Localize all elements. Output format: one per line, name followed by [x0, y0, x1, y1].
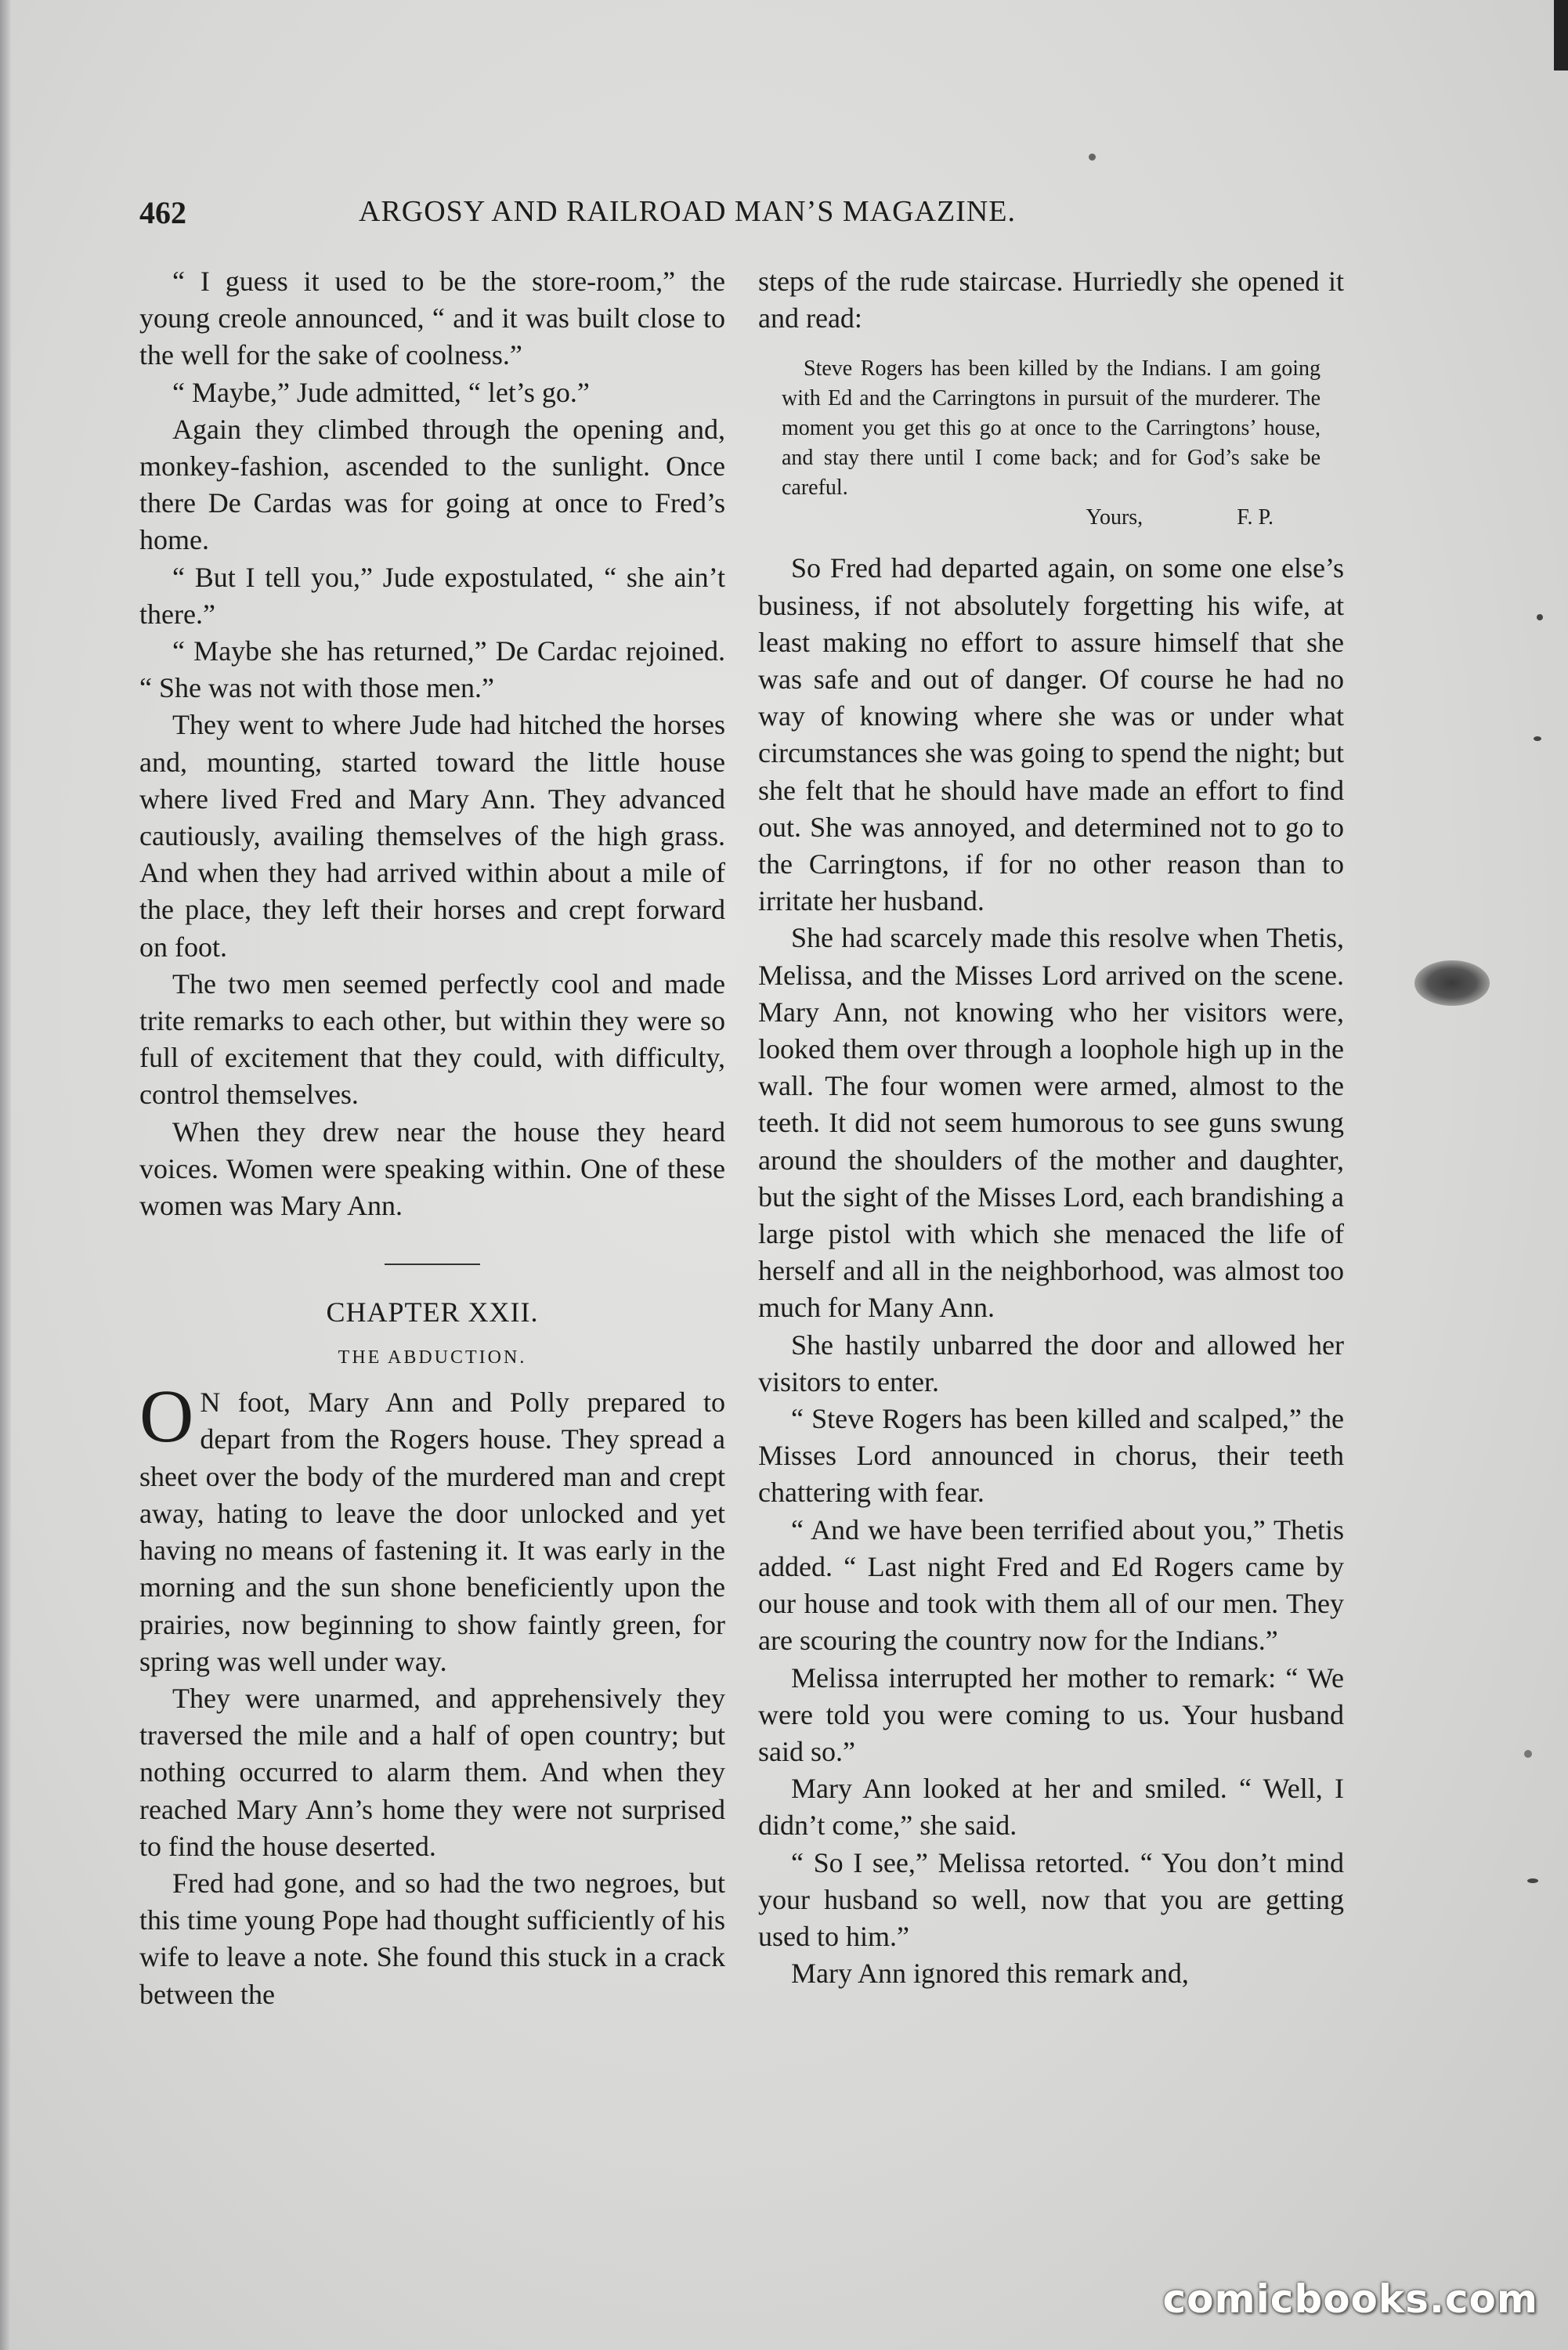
paragraph: “ Maybe,” Jude admitted, “ let’s go.” [172, 376, 590, 408]
paper-speck [1524, 1750, 1532, 1758]
page-corner-shadow [1554, 0, 1568, 70]
paper-speck [1527, 1878, 1538, 1883]
page-header [139, 194, 1126, 241]
paragraph: Melissa interrupted her mother to remark: “ We were told you were coming to us. Your husband said so.” [758, 1661, 1344, 1767]
ink-blot [1414, 960, 1490, 1006]
paragraph: She hastily unbarred the door and allowed her visitors to enter. [758, 1329, 1344, 1397]
paragraph: “ And we have been terrified about you,” Thetis added. “ Last night Fred and Ed Rogers came by our house and took with them all of our men. They are scouring the country now for the Indians.” [758, 1513, 1344, 1657]
chapter-subtitle: THE ABDUCTION. [338, 1347, 527, 1368]
paragraph: They were unarmed, and apprehensively they traversed the mile and a half of open country; but nothing occurred to alarm them. And when they reached Mary Ann’s home they were not surprised to find the house deserted. [139, 1682, 725, 1862]
binding-edge [0, 0, 11, 2350]
paragraph: “ But I tell you,” Jude expostulated, “ she ain’t there.” [139, 561, 725, 630]
left-column [139, 263, 725, 2013]
paragraph: “ Steve Rogers has been killed and scalped,” the Misses Lord announced in chorus, their teeth chattering with fear. [758, 1403, 1344, 1509]
letter-body: Steve Rogers has been killed by the Indians. I am going with Ed and the Carringtons in pursuit of the murderer. The moment you get this go at once to the Carringtons’ house, and stay there until I come back; and for God’s sake be careful. [782, 356, 1321, 501]
quoted-letter [758, 354, 1344, 533]
paragraph: “ I guess it used to be the store-room,” the young creole announced, “ and it was built close to the well for the sake of coolness.” [139, 266, 725, 371]
drop-cap: O [139, 1374, 194, 1459]
paragraph: Again they climbed through the opening and, monkey-fashion, ascended to the sunlight. Once there De Cardas was for going at once to Fred’s home. [139, 413, 725, 556]
right-column [758, 263, 1344, 1992]
section-divider [385, 1264, 480, 1265]
chapter-opening-paragraph [139, 1374, 725, 1680]
paragraph: “ So I see,” Melissa retorted. “ You don’t mind your husband so well, now that you are getting used to him.” [758, 1846, 1344, 1952]
paragraph: When they drew near the house they heard voices. Women were speaking within. One of these women was Mary Ann. [139, 1115, 725, 1222]
chapter-title: CHAPTER XXII. [326, 1296, 539, 1329]
paragraph: The two men seemed perfectly cool and made trite remarks to each other, but within they were so full of excitement that they could, with difficulty, control themselves. [139, 967, 725, 1111]
paper-speck [1089, 154, 1096, 161]
letter-initials: F. P. [1237, 505, 1274, 530]
paragraph: Mary Ann ignored this remark and, [791, 1958, 1189, 1990]
paragraph: Mary Ann looked at her and smiled. “ Well, I didn’t come,” she said. [758, 1773, 1344, 1842]
paragraph: “ Maybe she has returned,” De Cardac rejoined. “ She was not with those men.” [139, 635, 725, 704]
paper-speck [1537, 614, 1543, 620]
page-number: 462 [139, 195, 186, 230]
site-watermark: comicbooks.com [1162, 2276, 1538, 2322]
paper-speck [1534, 736, 1541, 741]
paragraph: So Fred had departed again, on some one else’s business, if not absolutely forgetting his wife, at least making no effort to assure himself that she was safe and out of danger. Of course he had no way of knowing where she was or under what circumstances she was going to spend the night; but she felt that he should have made an effort to find out. She was annoyed, and determined not to go to the Carringtons, if for no other reason than to irritate her husband. [758, 552, 1344, 917]
letter-signature [782, 503, 1321, 533]
paragraph: They went to where Jude had hitched the horses and, mounting, started toward the little house where lived Fred and Mary Ann. They advanced cautiously, availing themselves of the high grass. And when they had arrived within about a mile of the place, they left their horses and crept forward on foot. [139, 709, 725, 963]
paragraph-text: N foot, Mary Ann and Polly prepared to depart from the Rogers house. They spread a sheet over the body of the murdered man and crept away, hating to leave the door unlocked and yet having no means of fastening it. It was early in the morning and the sun shone beneficiently upon the prairies, now beginning to show faintly green, for spring was well under way. [139, 1386, 725, 1677]
letter-closing: Yours, [1086, 505, 1143, 530]
paragraph-continuation: steps of the rude staircase. Hurriedly she opened it and read: [758, 266, 1344, 334]
paragraph: She had scarcely made this resolve when Thetis, Melissa, and the Misses Lord arrived on the scene. Mary Ann, not knowing who her visitors were, looked them over through a loophole high up in the wall. The four women were armed, almost to the teeth. It did not seem humorous to see guns swung around the shoulders of the mother and daughter, but the sight of the Misses Lord, each brandishing a large pistol with which she menaced the life of herself and all in the neighborhood, was almost too much for Many Ann. [758, 922, 1344, 1324]
paragraph: Fred had gone, and so had the two negroes, but this time young Pope had thought sufficiently of his wife to leave a note. She found this stuck in a crack between the [139, 1867, 725, 2010]
running-title: ARGOSY AND RAILROAD MAN’S MAGAZINE. [359, 195, 1016, 228]
